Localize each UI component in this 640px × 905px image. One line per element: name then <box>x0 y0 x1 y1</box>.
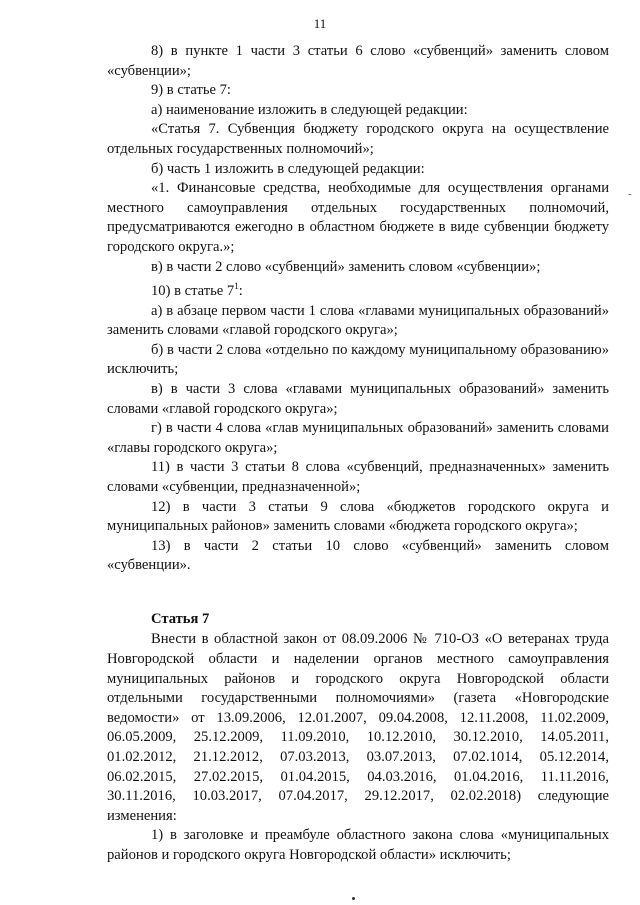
item-10v: в) в части 3 слова «главами муниципальных образований» заменить словами «главой городского округа»; <box>107 380 609 417</box>
item-9v: в) в части 2 слово «субвенций» заменить словом «субвенции»; <box>151 258 541 275</box>
item-9b-quote: «1. Финансовые средства, необходимые для осуществления органами местного самоуправления отдельных государственных полномочий, предусматриваются ежегодно в областном бюджете в виде субвенции бюджету городского округа.»; <box>107 180 609 255</box>
item-12: 12) в части 3 статьи 9 слова «бюджетов городского округа и муниципальных районов» заменить словами «бюджета городского округа»; <box>107 498 609 535</box>
document-body <box>107 42 609 866</box>
item-10 <box>107 277 609 301</box>
margin-mark: - <box>628 188 632 200</box>
section-gap <box>107 576 609 610</box>
item-10g: г) в части 4 слова «глав муниципальных образований» заменить словами «главы городского округа»; <box>107 420 609 456</box>
page-number: 11 <box>313 16 327 31</box>
item-9a-quote: «Статья 7. Субвенция бюджету городского округа на осуществление отдельных государственных полномочий»; <box>107 121 609 157</box>
item-10b: б) в части 2 слова «отдельно по каждому муниципальному образованию» исключить; <box>107 341 609 378</box>
item-11: 11) в части 3 статьи 8 слова «субвенций, предназначенных» заменить словами «субвенции, предназначенной»; <box>107 459 609 495</box>
item-9: 9) в статье 7: <box>151 82 231 99</box>
item-10-superscript: 1 <box>234 281 239 292</box>
item-8: 8) в пункте 1 части 3 статьи 6 слово «субвенций» заменить словом «субвенции»; <box>107 43 609 79</box>
item-10-text: 10) в статье 7 <box>151 282 235 299</box>
scan-speck <box>352 897 355 900</box>
article-7-item-1: 1) в заголовке и преамбуле областного закона слова «муниципальных районов и городского округа Новгородской области» исключить; <box>107 827 609 864</box>
item-9b: б) часть 1 изложить в следующей редакции: <box>151 160 425 177</box>
article-heading: Статья 7 <box>151 610 210 627</box>
item-9a: а) наименование изложить в следующей редакции: <box>151 101 468 118</box>
item-13: 13) в части 2 статьи 10 слово «субвенций» заменить словом «субвенции». <box>107 537 609 574</box>
item-10a: а) в абзаце первом части 1 слова «главами муниципальных образований» заменить словами «главой городского округа»; <box>107 302 609 339</box>
article-7-intro: Внести в областной закон от 08.09.2006 № 710-ОЗ «О ветеранах труда Новгородской области и наделении органов местного самоуправления муниципальных районов и городского округа Новгородской области отдельными государственными полномочиями» (газета «Новгородские ведомости» от 13.09.2006, 12.01.2007, 09.04.2008, 12.11.2008, 11.02.2009, 06.05.2009, 25.12.2009, 11.09.2010, 10.12.2010, 30.12.2010, 14.05.2011, 01.02.2012, 21.12.2012, 07.03.2013, 03.07.2013, 07.02.1014, 05.12.2014, 06.02.2015, 27.02.2015, 01.04.2015, 04.03.2016, 01.04.2016, 11.11.2016, 30.11.2016, 10.03.2017, 07.04.2017, 29.12.2017, 02.02.2018) следующие изменения: <box>107 631 609 824</box>
item-10-suffix: : <box>238 282 243 299</box>
